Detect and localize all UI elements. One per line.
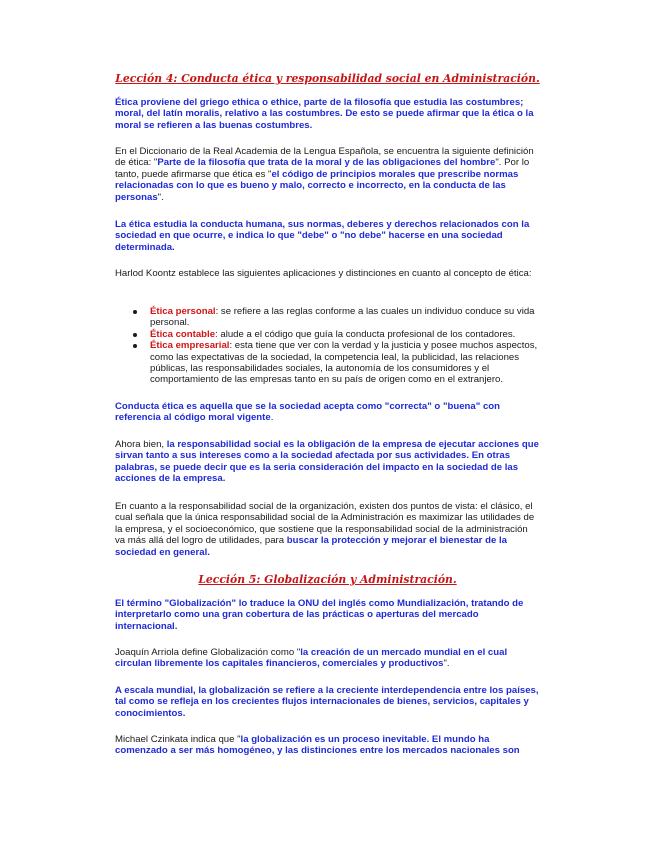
lesson-4-heading: Lección 4: Conducta ética y responsabilidad social en Administración. [115,72,540,85]
lesson-5-heading: Lección 5: Globalización y Administración. [198,573,457,586]
rae-text-2: ". Por lo tanto, puede afirmarse que ética es " [115,157,530,180]
list-item-term: Ética personal [150,306,216,317]
rae-definition-paragraph [115,146,540,203]
list-item [115,340,540,386]
viewpoints-text: En cuanto a la responsabilidad social de la organización, existen dos puntos de vista: el clásico, el cual señala que la única responsabilidad social de la Administración es maximizar las utilidades de la empresa, y el socioeconómico, que sostiene que la responsabilidad social de la administración va más allá del logro de utilidades, para [115,501,535,547]
list-item-term: Ética contable [150,328,216,340]
social-responsibility-definition: la responsabilidad social es la obligación de la empresa de ejecutar acciones que sirvan tanto a sus intereses como a la sociedad afectada por sus actividades. En otras palabras, se puede decir que es la seria consideración del impacto en la sociedad de las acciones de la empresa. [115,439,539,485]
globalization-term-paragraph: El término "Globalización" lo traduce la ONU del inglés como Mundialización, tratando de interpretarlo como una gran cobertura de las prácticas o aperturas del mercado internacional. [115,598,524,632]
viewpoints-paragraph [115,501,540,558]
czinkata-quote: la globalización es un proceso inevitable. El mundo ha comenzado a ser más homogéneo, y las distinciones entre los mercados nacionales son [115,734,520,757]
list-item [115,329,540,340]
ethics-definition-paragraph: Ética proviene del griego ethica o ethice, parte de la filosofía que estudia las costumbres; moral, del latín moralis, relativo a las costumbres. De esto se puede afirmar que la ética o la moral se refieren a las buenas costumbres. [115,97,534,131]
list-item-text: : se refiere a las reglas conforme a las cuales un individuo conduce su vida personal. [150,306,535,329]
rae-quote-1: Parte de la filosofía que trata de la moral y de las obligaciones del hombre [157,157,496,169]
social-responsibility-paragraph [115,439,540,485]
koontz-intro-paragraph: Harlod Koontz establece las siguientes aplicaciones y distinciones en cuanto al concepto de ética: [115,268,532,279]
ethics-study-paragraph: La ética estudia la conducta humana, sus normas, deberes y derechos relacionados con la sociedad en que ocurre, e indica lo que "debe" o "no debe" hacerse en una sociedad determinada. [115,219,530,253]
ethics-types-list [115,306,540,386]
ethical-conduct-period: . [270,412,274,424]
list-item-text: : esta tiene que ver con la verdad y la justicia y posee muchos aspectos, como las expectativas de la sociedad, la competencia leal, la publicidad, las relaciones públicas, las responsabilidades sociales, la autonomía de los consumidores y el comportamiento de las empresas tanto en su país de origen como en el extranjero. [150,340,538,386]
social-responsibility-intro: Ahora bien, [115,439,167,450]
czinkata-paragraph [115,734,540,757]
rae-text-1: En el Diccionario de la Real Academia de la Lengua Española, se encuentra la siguiente definición de ética: " [115,146,534,169]
viewpoints-highlight: buscar la protección y mejorar el bienestar de la sociedad en general. [115,535,507,558]
list-item-term: Ética empresarial [150,340,230,352]
ethical-conduct-text: Conducta ética es aquella que se la sociedad acepta como "correcta" o "buena" con referencia al código moral vigente [115,401,501,424]
ethical-conduct-paragraph [115,401,540,424]
list-item [115,306,540,329]
list-item-text: : alude a el código que guía la conducta profesional de los contadores. [215,328,516,340]
arriola-definition-paragraph [115,647,540,670]
arriola-text-1: Joaquín Arriola define Globalización como " [115,647,301,658]
czinkata-text: Michael Czinkata indica que " [115,734,241,745]
rae-text-3: ". [157,191,164,203]
global-scale-paragraph: A escala mundial, la globalización se refiere a la creciente interdependencia entre los países, tal como se refleja en los crecientes flujos internacionales de bienes, servicios, capitales y conocimientos. [115,685,539,719]
arriola-quote: la creación de un mercado mundial en el cual circulan libremente los capitales financieros, comerciales y productivos [115,647,508,670]
rae-quote-2: el código de principios morales que prescribe normas relacionadas con lo que es bueno y malo, correcto e incorrecto, en la conducta de las personas [115,168,519,203]
arriola-text-2: ". [443,658,450,670]
